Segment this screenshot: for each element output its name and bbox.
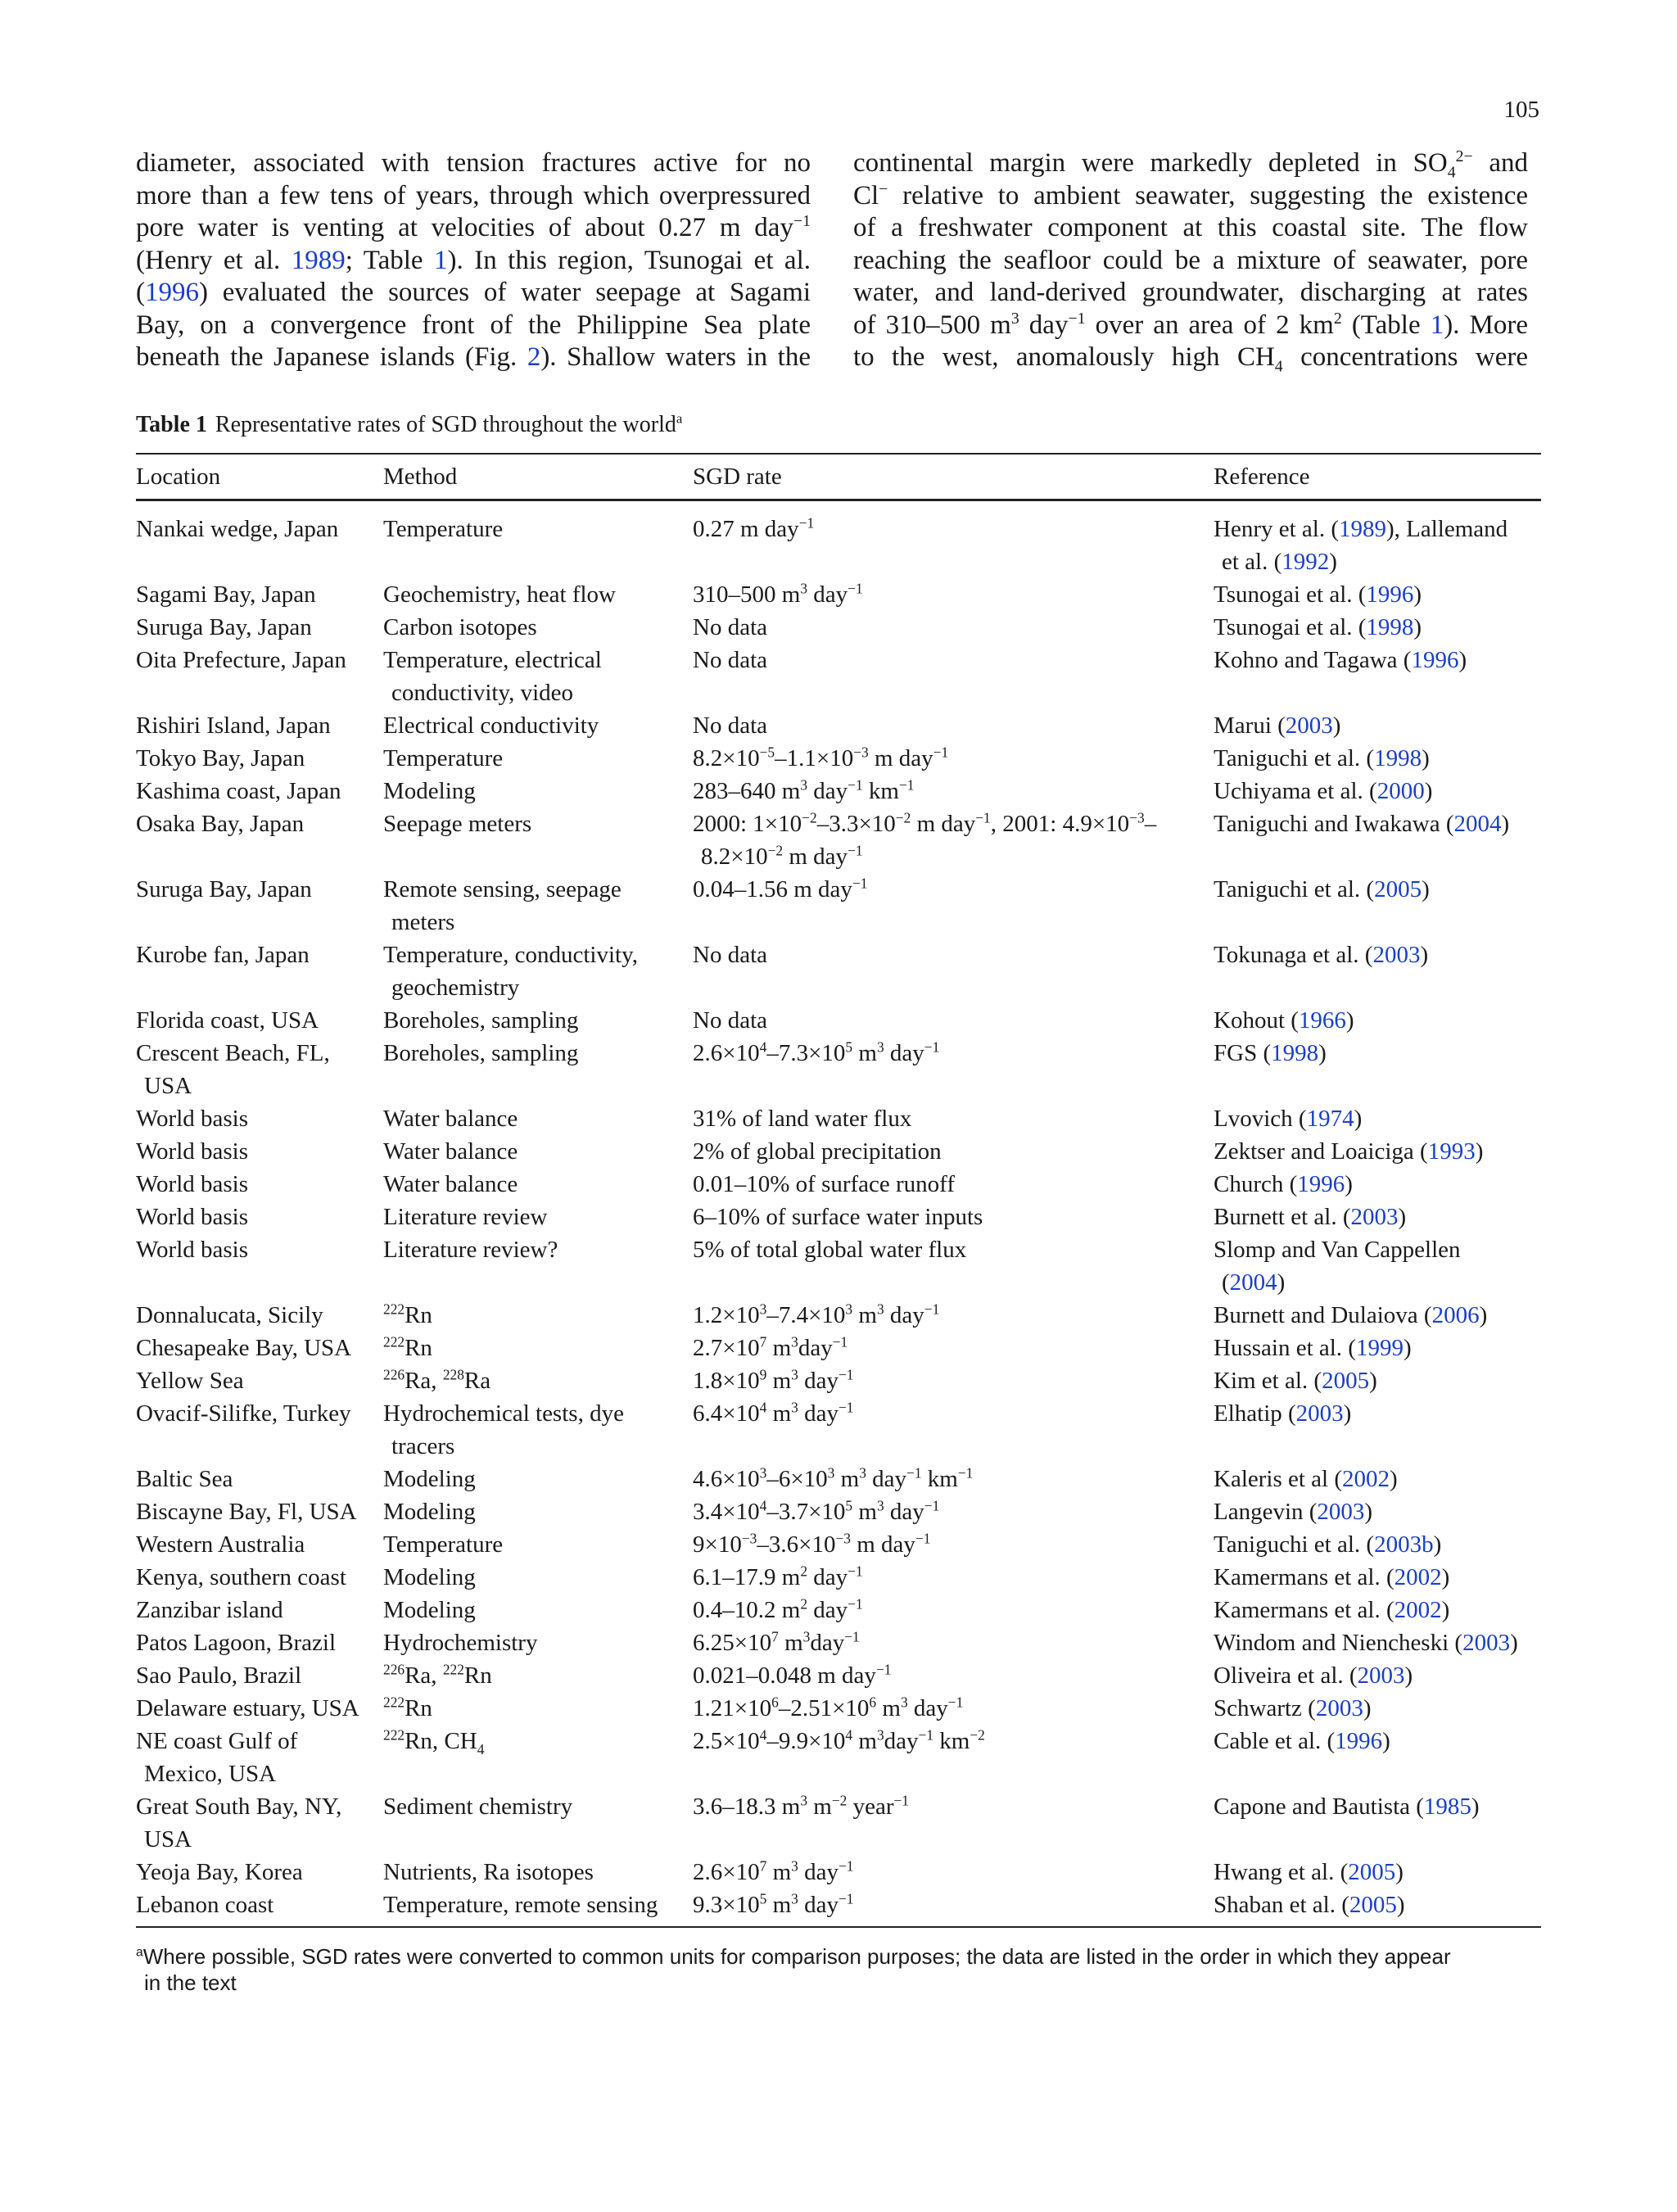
citation-link[interactable]: 2003 <box>1315 1695 1363 1721</box>
table-row: Kenya, southern coast Modeling 6.1–17.9 $m^2$ day$^{-1}$ Kamermans et al. (2002) <box>136 1563 1450 1590</box>
citation-link[interactable]: 2005 <box>1348 1859 1396 1885</box>
citation-link[interactable]: 1966 <box>1298 1007 1346 1034</box>
table-row: Yellow Sea $^{226}$Ra, $^{228}$Ra $1.8\times 10^9$ $m^3$ day$^{-1}$ Kim et al. (2005) <box>136 1366 1377 1394</box>
citation-link[interactable]: 1999 <box>1355 1335 1404 1361</box>
citation-link[interactable]: 1998 <box>1271 1040 1319 1066</box>
table-row: Chesapeake Bay, USA $^{222}$Rn $2.7\times 10^7$ $m^3day^{-1}$ Hussain et al. (1999) <box>136 1333 1412 1361</box>
column-header: SGD rate <box>693 463 782 490</box>
text-line: diameter, associated with tension fractures active for no <box>136 148 811 178</box>
page-number: 105 <box>1503 97 1539 123</box>
table-footnote: $^a$Where possible, SGD rates were converted to common units for comparison purposes; the data are listed in the order in which they appear in the text <box>136 1944 1451 1995</box>
table-row: Rishiri Island, Japan Electrical conductivity No data Marui (2003) <box>136 712 1341 739</box>
citation-link[interactable]: 2002 <box>1394 1597 1442 1623</box>
citation-link[interactable]: 2002 <box>1342 1466 1390 1492</box>
citation-link[interactable]: 1996 <box>1366 581 1414 608</box>
citation-link[interactable]: 1985 <box>1423 1794 1471 1820</box>
table-row: Sagami Bay, Japan Geochemistry, heat flow 310–500 $m^3$ day$^{-1}$ Tsunogai et al. (1996) <box>136 580 1422 608</box>
text-line: reaching the seafloor could be a mixture of seawater, pore <box>853 245 1528 275</box>
table-row: Patos Lagoon, Brazil Hydrochemistry $6.25\times 10^7$ $m^3day^{-1}$ Windom and Niencheski (2003) <box>136 1628 1518 1656</box>
citation-link[interactable]: 2003 <box>1317 1499 1365 1525</box>
text-line: pore water is venting at velocities of about 0.27 m day$^{-1}$ <box>136 212 811 242</box>
table-row: Suruga Bay, Japan Carbon isotopes No data Tsunogai et al. (1998) <box>136 614 1422 640</box>
text-line: Cl− relative to ambient seawater, suggesting the existence <box>853 179 1528 210</box>
table-row: NE coast Gulf of Mexico, USA $^{222}$Rn, $CH_4$ $2.5\times 10^4-9.9\times 10^4$ $m^3day^{-1}$ $km^{-2}$ Cable et al. (1996) <box>136 1726 1390 1787</box>
table-row: Nankai wedge, Japan Temperature 0.27 m day$^{-1}$ Henry et al. (1989), Lallemand et al. (1992) <box>136 514 1508 575</box>
table-row: World basis Literature review? 5% of total global water flux Slomp and Van Cappellen (2004) <box>136 1237 1461 1296</box>
column-header: Method <box>383 463 458 490</box>
sgd-table <box>136 453 1541 1928</box>
table-row: World basis Water balance 31% of land water flux Lvovich (1974) <box>136 1106 1363 1132</box>
table-row: Yeoja Bay, Korea Nutrients, Ra isotopes $2.6\times 10^7$ $m^3$ day$^{-1}$ Hwang et al. (2005) <box>136 1857 1404 1885</box>
table-row: Osaka Bay, Japan Seepage meters 2000: $1\times 10^{-2}-3.3\times 10^{-2}$ m day$^{-1}$, 2001: $4.9\times 10^{-3}-$ $8.2\times 10^{-2}$ m day$^{-1}$ Taniguchi and Iwakawa (2004) <box>136 809 1510 870</box>
citation-link[interactable]: 2004 <box>1453 811 1502 837</box>
table-row: Kurobe fan, Japan Temperature, conductivity, geochemistry No data Tokunaga et al. (2003) <box>136 942 1429 1001</box>
table-row: Western Australia Temperature $9\times 10^{-3}-3.6\times 10^{-3}$ m day$^{-1}$ Taniguchi et al. (2003b) <box>136 1530 1442 1558</box>
text-line: of a freshwater component at this coastal site. The flow <box>853 213 1528 242</box>
table-row: World basis Water balance 2% of global precipitation Zektser and Loaiciga (1993) <box>136 1138 1484 1165</box>
table-row: Donnalucata, Sicily $^{222}$Rn $1.2\times 10^3-7.4\times 10^3$ $m^3$ day$^{-1}$ Burnett and Dulaiova (2006) <box>136 1301 1488 1328</box>
table-body <box>136 501 1541 1926</box>
citation-link[interactable]: 2000 <box>1376 778 1425 804</box>
right-column <box>853 147 1528 374</box>
citation-link[interactable]: 2004 <box>1229 1269 1277 1296</box>
table-link[interactable]: 1 <box>434 245 448 275</box>
table-row: Florida coast, USA Boreholes, sampling No data Kohout (1966) <box>136 1007 1354 1034</box>
table-header <box>136 455 1541 501</box>
citation-link[interactable]: 1989 <box>1339 516 1386 542</box>
figure-link[interactable]: 2 <box>527 342 541 372</box>
citation-link[interactable]: 2006 <box>1431 1302 1480 1328</box>
citation-link[interactable]: 1996 <box>1335 1728 1383 1754</box>
table-row: Oita Prefecture, Japan Temperature, electrical conductivity, video No data Kohno and Tagawa (1996) <box>136 647 1467 706</box>
table-row: Ovacif-Silifke, Turkey Hydrochemical tests, dye tracers $6.4\times 10^4$ $m^3$ day$^{-1}$ Elhatip (2003) <box>136 1399 1352 1459</box>
table-caption: Table 1 Representative rates of SGD throughout the world$^a$ <box>136 410 683 437</box>
citation-link[interactable]: 1974 <box>1306 1106 1354 1132</box>
text-line: to the west, anomalously high $CH_4$ concentrations were <box>853 342 1528 376</box>
citation-link[interactable]: 1998 <box>1366 614 1414 640</box>
citation-link[interactable]: 2005 <box>1322 1368 1370 1394</box>
citation-link[interactable]: 2003 <box>1372 942 1421 968</box>
citation-link[interactable]: 1996 <box>145 278 199 307</box>
citation-link[interactable]: 2003b <box>1374 1531 1434 1558</box>
text-line: (1996) evaluated the sources of water seepage at Sagami <box>136 278 811 307</box>
table-row: Tokyo Bay, Japan Temperature $8.2\times 10^{-5}-1.1\times 10^{-3}$ m day$^{-1}$ Taniguchi et al. (1998) <box>136 744 1430 771</box>
table-row: Great South Bay, NY, USA Sediment chemistry 3.6–18.3 $m^3$ $m^{-2}$ year$^{-1}$ Capone and Bautista (1985) <box>136 1792 1480 1852</box>
citation-link[interactable]: 2003 <box>1357 1662 1405 1689</box>
text-line: water, and land-derived groundwater, discharging at rates <box>853 278 1528 307</box>
column-header: Reference <box>1214 463 1310 490</box>
citation-link[interactable]: 2005 <box>1374 876 1422 902</box>
citation-link[interactable]: 1996 <box>1297 1171 1345 1197</box>
text-line: (Henry et al. 1989; Table 1). In this region, Tsunogai et al. <box>136 245 811 275</box>
table-row: Lebanon coast Temperature, remote sensing $9.3\times 10^5$ $m^3$ day$^{-1}$ Shaban et al. (2005) <box>136 1890 1405 1918</box>
text-line: beneath the Japanese islands (Fig. 2). Shallow waters in the <box>136 342 811 372</box>
citation-link[interactable]: 2003 <box>1350 1204 1399 1230</box>
citation-link[interactable]: 1996 <box>1411 647 1459 673</box>
citation-link[interactable]: 1992 <box>1281 549 1330 575</box>
body-text <box>136 147 1541 385</box>
citation-link[interactable]: 2003 <box>1295 1400 1344 1427</box>
table-row: Biscayne Bay, Fl, USA Modeling $3.4\times 10^4-3.7\times 10^5$ $m^3$ day$^{-1}$ Langevin (2003) <box>136 1497 1373 1525</box>
text-line: of 310–500 $m^3$ day$^{-1}$ over an area of 2 $km^2$ (Table 1). More <box>853 309 1528 340</box>
table-row: Crescent Beach, FL, USA Boreholes, sampling $2.6\times 10^4-7.3\times 10^5$ $m^3$ day$^{-1}$ FGS (1998) <box>136 1038 1327 1099</box>
citation-link[interactable]: 2003 <box>1462 1630 1511 1656</box>
left-column <box>136 147 811 374</box>
table-row: World basis Water balance 0.01–10% of surface runoff Church (1996) <box>136 1171 1353 1197</box>
text-line: continental margin were markedly depleted in $SO_4^{2-}$ and <box>853 147 1528 182</box>
table-row: Kashima coast, Japan Modeling 283–640 $m^3$ day$^{-1}$ $km^{-1}$ Uchiyama et al. (2000) <box>136 776 1433 804</box>
table-row: Zanzibar island Modeling 0.4–10.2 $m^2$ day$^{-1}$ Kamermans et al. (2002) <box>136 1595 1450 1623</box>
citation-link[interactable]: 2003 <box>1285 712 1333 739</box>
table-row: Delaware estuary, USA $^{222}$Rn $1.21\times 10^6-2.51\times 10^6$ $m^3$ day$^{-1}$ Schwartz (2003) <box>136 1694 1372 1721</box>
table-row: Baltic Sea Modeling $4.6\times 10^3-6\times 10^3$ $m^3$ day$^{-1}$ $km^{-1}$ Kaleris et al (2002) <box>136 1464 1398 1492</box>
text-line: Bay, on a convergence front of the Philippine Sea plate <box>136 310 811 340</box>
table-row: Suruga Bay, Japan Remote sensing, seepage meters 0.04–1.56 m day$^{-1}$ Taniguchi et al. (2005) <box>136 875 1430 935</box>
table-row: World basis Literature review 6–10% of surface water inputs Burnett et al. (2003) <box>136 1204 1407 1230</box>
citation-link[interactable]: 1989 <box>291 245 346 275</box>
table-row: Sao Paulo, Brazil $^{226}$Ra, $^{222}$Rn 0.021–0.048 m day$^{-1}$ Oliveira et al. (2003) <box>136 1661 1413 1689</box>
text-line: more than a few tens of years, through which overpressured <box>136 180 811 210</box>
citation-link[interactable]: 1993 <box>1427 1138 1476 1165</box>
citation-link[interactable]: 2005 <box>1349 1892 1397 1918</box>
column-header: Location <box>136 463 221 490</box>
citation-link[interactable]: 1998 <box>1374 745 1422 771</box>
table-link[interactable]: 1 <box>1430 310 1444 340</box>
citation-link[interactable]: 2002 <box>1394 1564 1442 1590</box>
